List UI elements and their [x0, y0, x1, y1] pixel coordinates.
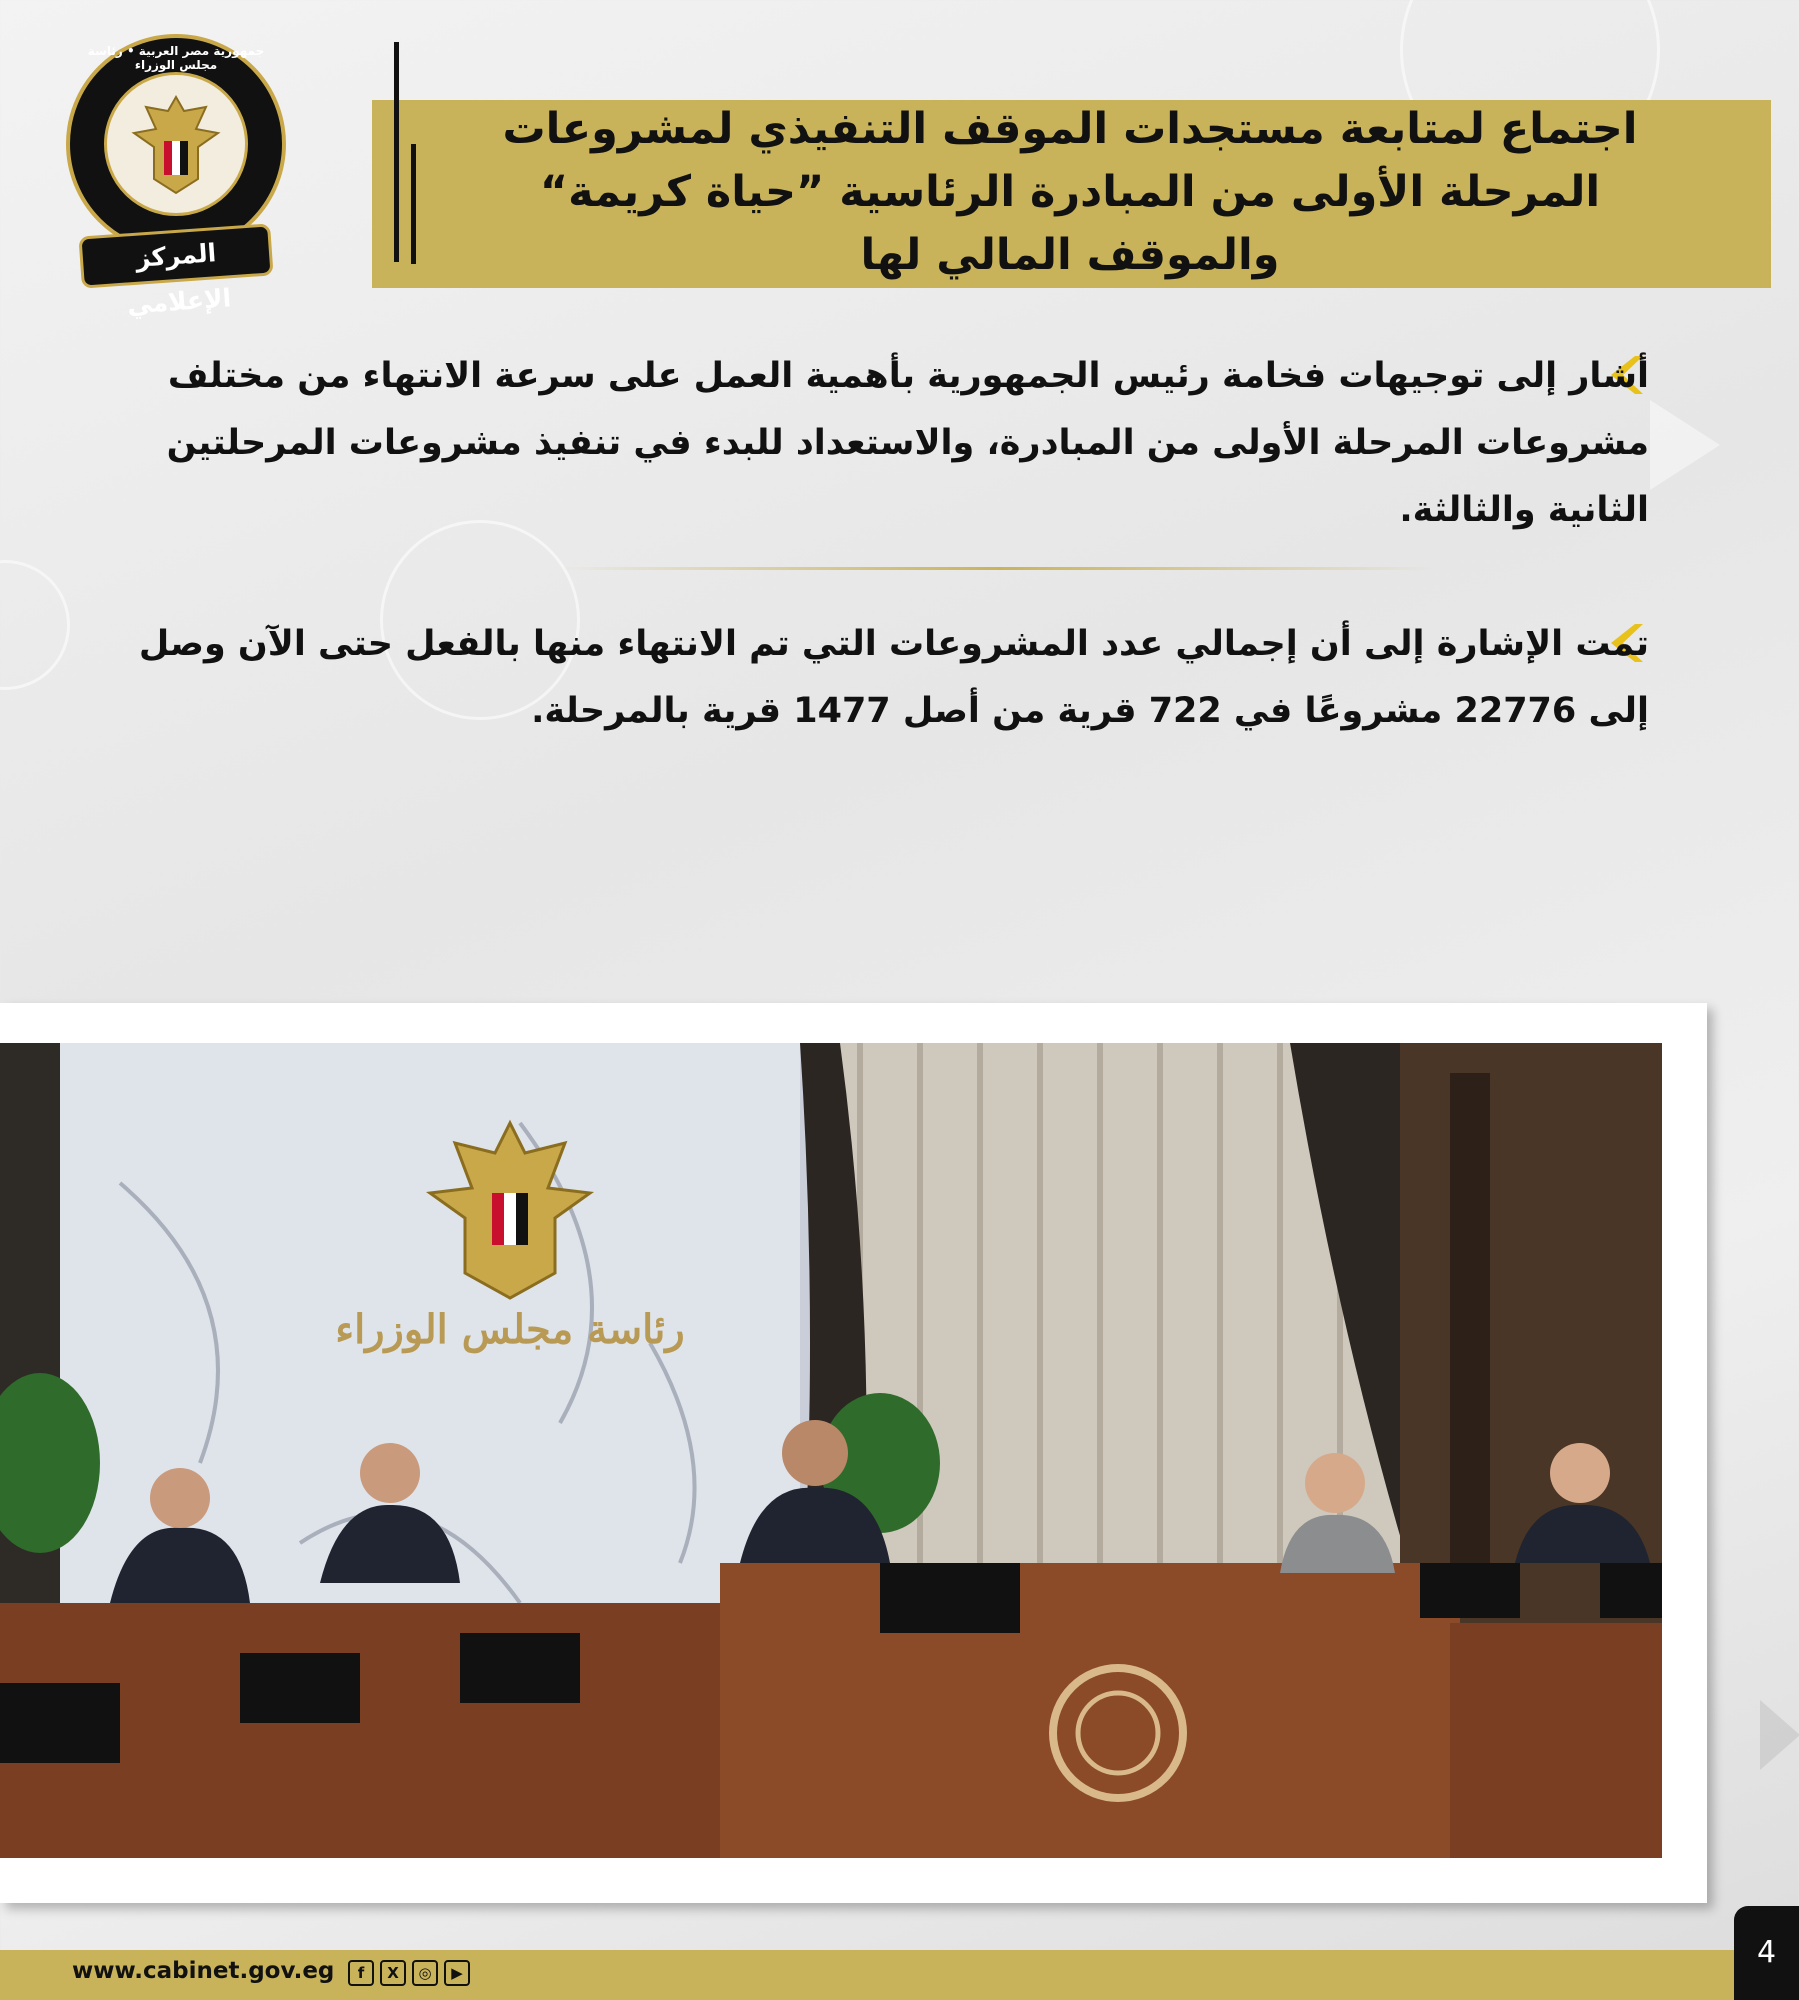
title-accent-bar [411, 144, 416, 264]
instagram-icon[interactable]: ◎ [412, 1960, 438, 1986]
background-triangle [1760, 1700, 1799, 1770]
logo-ring-text: جمهورية مصر العربية • رئاسة مجلس الوزراء [87, 44, 265, 72]
section-divider [560, 567, 1440, 570]
facebook-icon[interactable]: f [348, 1960, 374, 1986]
x-twitter-icon[interactable]: X [380, 1960, 406, 1986]
bullet-item: تمت الإشارة إلى أن إجمالي عدد المشروعات التي تم الانتهاء منها بالفعل حتى الآن وصل إلى 22776 مشروعًا في 722 قرية من أصل 1477 قرية بالمرحلة. [138, 624, 1649, 731]
page-title: اجتماع لمتابعة مستجدات الموقف التنفيذي لمشروعات المرحلة الأولى من المبادرة الرئاسية ”حياة كريمة“ والموقف المالي لها [502, 104, 1638, 280]
background-circle [0, 560, 70, 690]
bullet-item: أشار إلى توجيهات فخامة رئيس الجمهورية بأهمية العمل على سرعة الانتهاء من مختلف مشروعات المرحلة الأولى من المبادرة، والاستعداد للبدء في تنفيذ مشروعات المرحلتين الثانية والثالثة. [166, 356, 1649, 530]
website-link[interactable]: www.cabinet.gov.eg [72, 1958, 335, 1984]
title-accent-bar [394, 42, 399, 262]
logo-ribbon: المركز الإعلامي [78, 223, 273, 288]
wall-sign: رئاسة مجلس الوزراء [335, 1306, 685, 1353]
cabinet-logo [66, 34, 286, 254]
eagle-emblem-icon [104, 72, 248, 216]
youtube-icon[interactable]: ▶ [444, 1960, 470, 1986]
page-number: 4 [1734, 1906, 1799, 2000]
background-triangle [1650, 400, 1720, 490]
meeting-photo [0, 1043, 1662, 1858]
